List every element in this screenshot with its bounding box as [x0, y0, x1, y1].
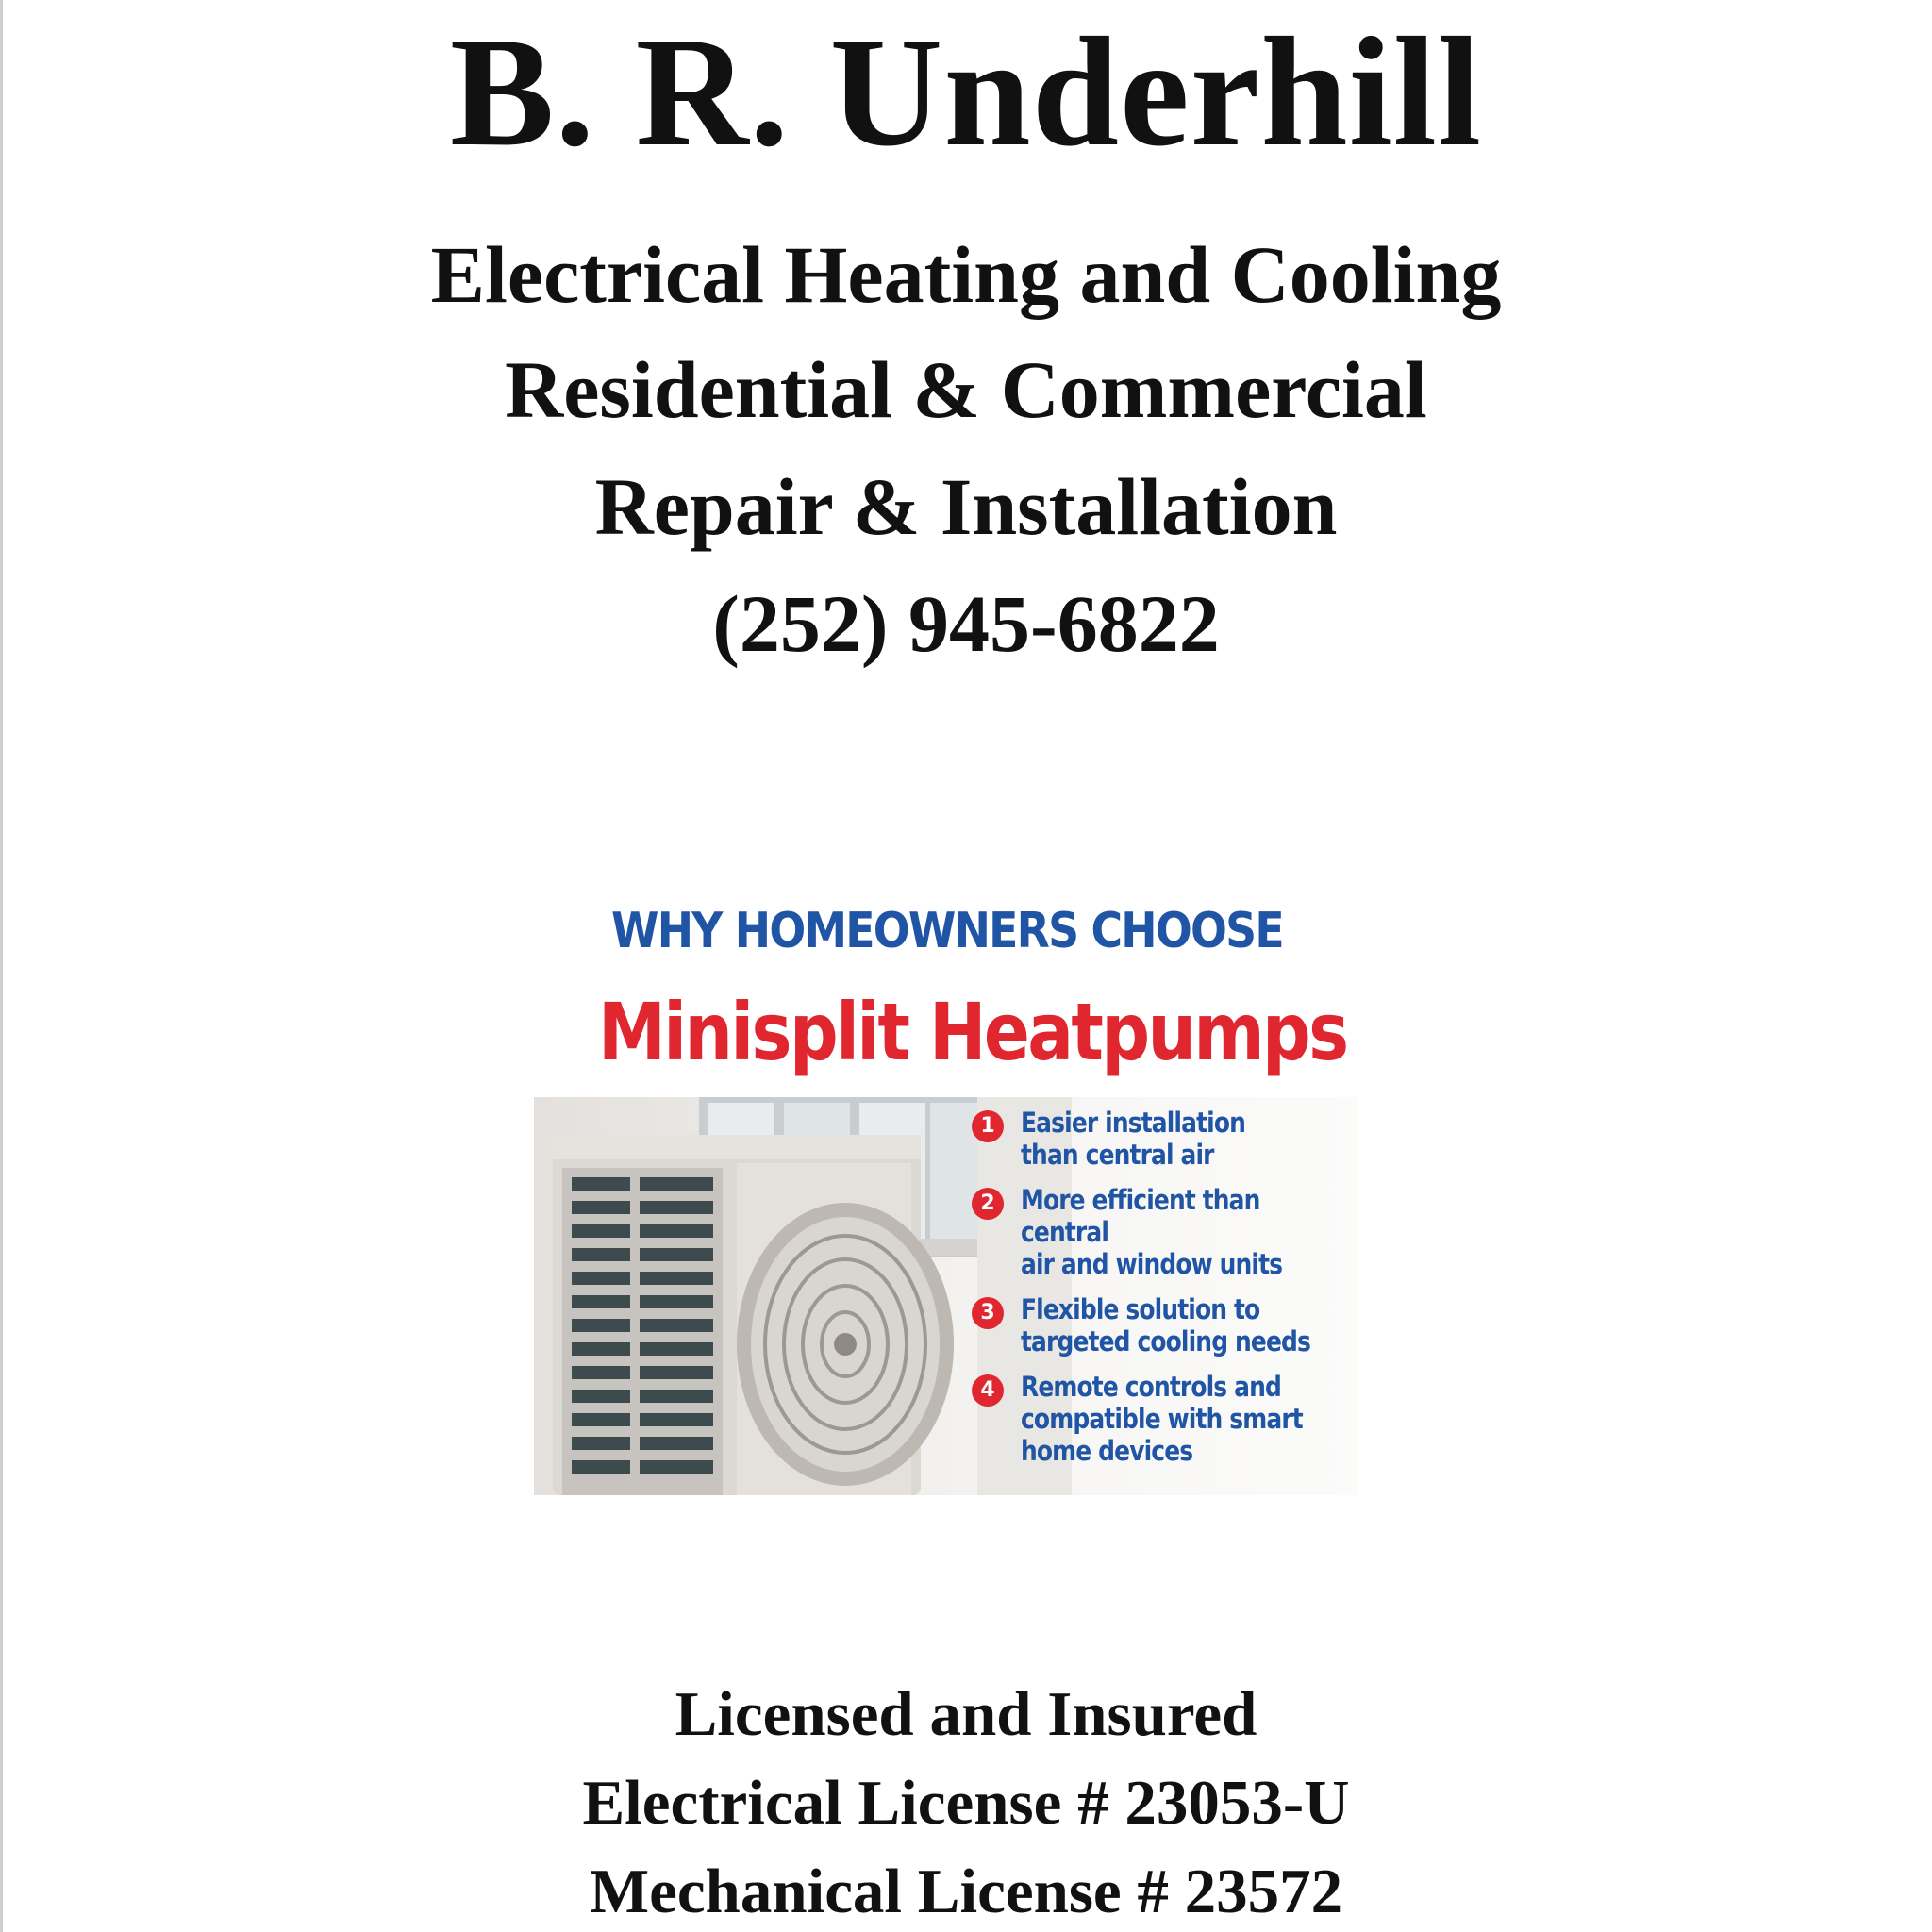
list-item [972, 1371, 1358, 1467]
ad-title: Minisplit Heatpumps [598, 986, 1347, 1078]
benefits-list [972, 1107, 1358, 1480]
company-name: B. R. Underhill [449, 5, 1483, 178]
list-item [972, 1293, 1358, 1357]
number-badge: 1 [972, 1110, 1004, 1142]
list-item [972, 1184, 1358, 1280]
minisplit-ad [528, 891, 1358, 1495]
phone-number: (252) 945-6822 [712, 578, 1220, 669]
electrical-license: Electrical License # 23053-U [582, 1768, 1350, 1838]
licensed-insured: Licensed and Insured [675, 1679, 1257, 1749]
benefit-text: Easier installation than central air [1021, 1107, 1246, 1171]
benefit-text: More efficient than central air and window units [1021, 1184, 1283, 1280]
tagline-work: Repair & Installation [594, 461, 1338, 552]
tagline-sectors: Residential & Commercial [505, 344, 1427, 435]
tagline-services: Electrical Heating and Cooling [430, 229, 1502, 320]
mechanical-license: Mechanical License # 23572 [589, 1857, 1343, 1926]
list-item [972, 1107, 1358, 1171]
benefit-text: Flexible solution to targeted cooling needs [1021, 1293, 1310, 1357]
number-badge: 3 [972, 1297, 1004, 1329]
benefit-text: Remote controls and compatible with smart home devices [1021, 1371, 1303, 1467]
ad-heading: WHY HOMEOWNERS CHOOSE [611, 903, 1283, 959]
number-badge: 4 [972, 1374, 1004, 1407]
number-badge: 2 [972, 1188, 1004, 1220]
